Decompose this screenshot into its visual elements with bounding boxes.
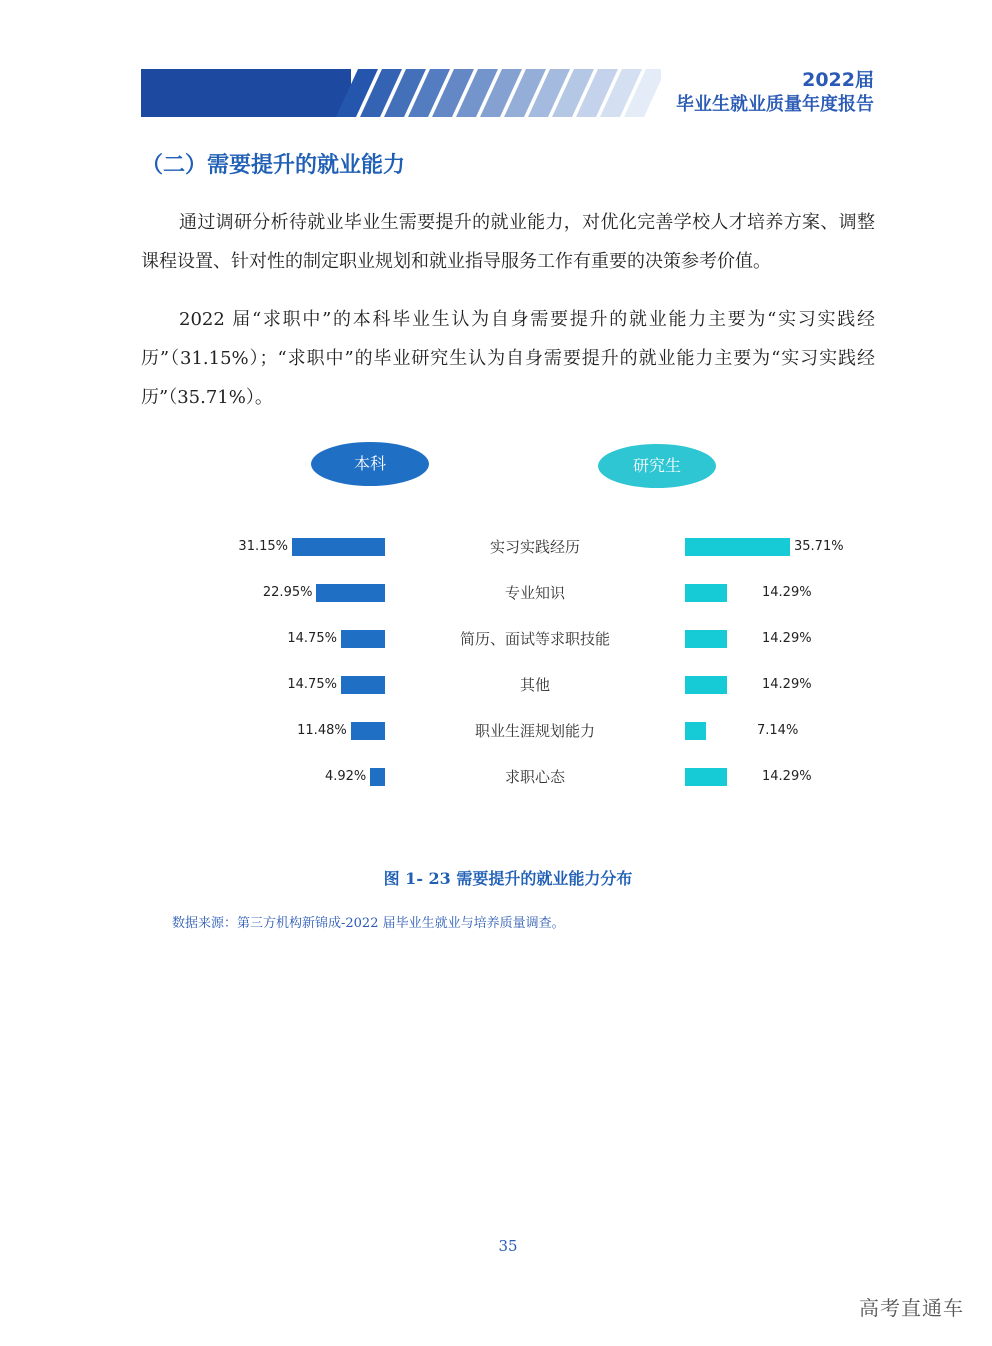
bar-graduate — [685, 538, 790, 556]
chart-row — [0, 538, 992, 558]
page-number: 35 — [498, 1237, 518, 1255]
value-label-undergraduate: 4.92% — [324, 769, 367, 784]
chart-row — [0, 722, 992, 742]
header-text — [676, 68, 874, 118]
chart-row — [0, 768, 992, 788]
value-label-graduate: 14.29% — [762, 631, 812, 646]
bar-undergraduate — [370, 768, 385, 786]
intro-paragraph: 通过调研分析待就业毕业生需要提升的就业能力，对优化完善学校人才培养方案、调整课程设置、针对性的制定职业规划和就业指导服务工作有重要的决策参考价值。 — [141, 212, 875, 272]
value-label-undergraduate: 14.75% — [287, 631, 337, 646]
legend-graduate: 研究生 — [598, 444, 716, 488]
value-label-graduate: 14.29% — [762, 769, 812, 784]
value-label-graduate: 35.71% — [794, 539, 844, 554]
bar-graduate — [685, 630, 727, 648]
bar-graduate — [685, 676, 727, 694]
bar-graduate — [685, 722, 706, 740]
bar-graduate — [685, 584, 727, 602]
bar-undergraduate — [316, 584, 385, 602]
watermark: 高考直通车 — [859, 1296, 964, 1320]
category-label: 简历、面试等求职技能 — [459, 630, 610, 648]
category-label: 专业知识 — [504, 584, 565, 602]
bar-undergraduate — [351, 722, 385, 740]
category-label: 职业生涯规划能力 — [474, 722, 595, 740]
value-label-undergraduate: 31.15% — [238, 539, 288, 554]
bar-undergraduate — [292, 538, 385, 556]
legend-undergraduate: 本科 — [311, 442, 429, 486]
report-year: 2022届 — [802, 69, 874, 91]
ability-chart — [0, 430, 992, 830]
value-label-graduate: 14.29% — [762, 585, 812, 600]
value-label-undergraduate: 14.75% — [287, 677, 337, 692]
chart-row — [0, 630, 992, 650]
bar-undergraduate — [341, 676, 385, 694]
header-banner — [141, 69, 661, 117]
category-label: 实习实践经历 — [489, 538, 580, 556]
chart-row — [0, 584, 992, 604]
bar-undergraduate — [341, 630, 385, 648]
report-title: 毕业生就业质量年度报告 — [676, 94, 874, 115]
chart-row — [0, 676, 992, 696]
figure-caption: 图 1- 23 需要提升的就业能力分布 — [383, 869, 633, 888]
category-label: 其他 — [519, 676, 550, 694]
data-source: 数据来源：第三方机构新锦成-2022 届毕业生就业与培养质量调查。 — [172, 916, 565, 931]
value-label-undergraduate: 22.95% — [262, 585, 313, 600]
value-label-graduate: 14.29% — [762, 677, 812, 692]
value-label-undergraduate: 11.48% — [297, 723, 347, 738]
value-label-graduate: 7.14% — [757, 723, 799, 738]
findings-paragraph: 2022 届“求职中”的本科毕业生认为自身需要提升的就业能力主要为“实习实践经历”（31.15%）；“求职中”的毕业研究生认为自身需要提升的就业能力主要为“实习实践经历”（35.71%）。 — [141, 309, 875, 408]
bar-graduate — [685, 768, 727, 786]
category-label: 求职心态 — [504, 768, 565, 786]
section-title: （二）需要提升的就业能力 — [141, 153, 406, 178]
